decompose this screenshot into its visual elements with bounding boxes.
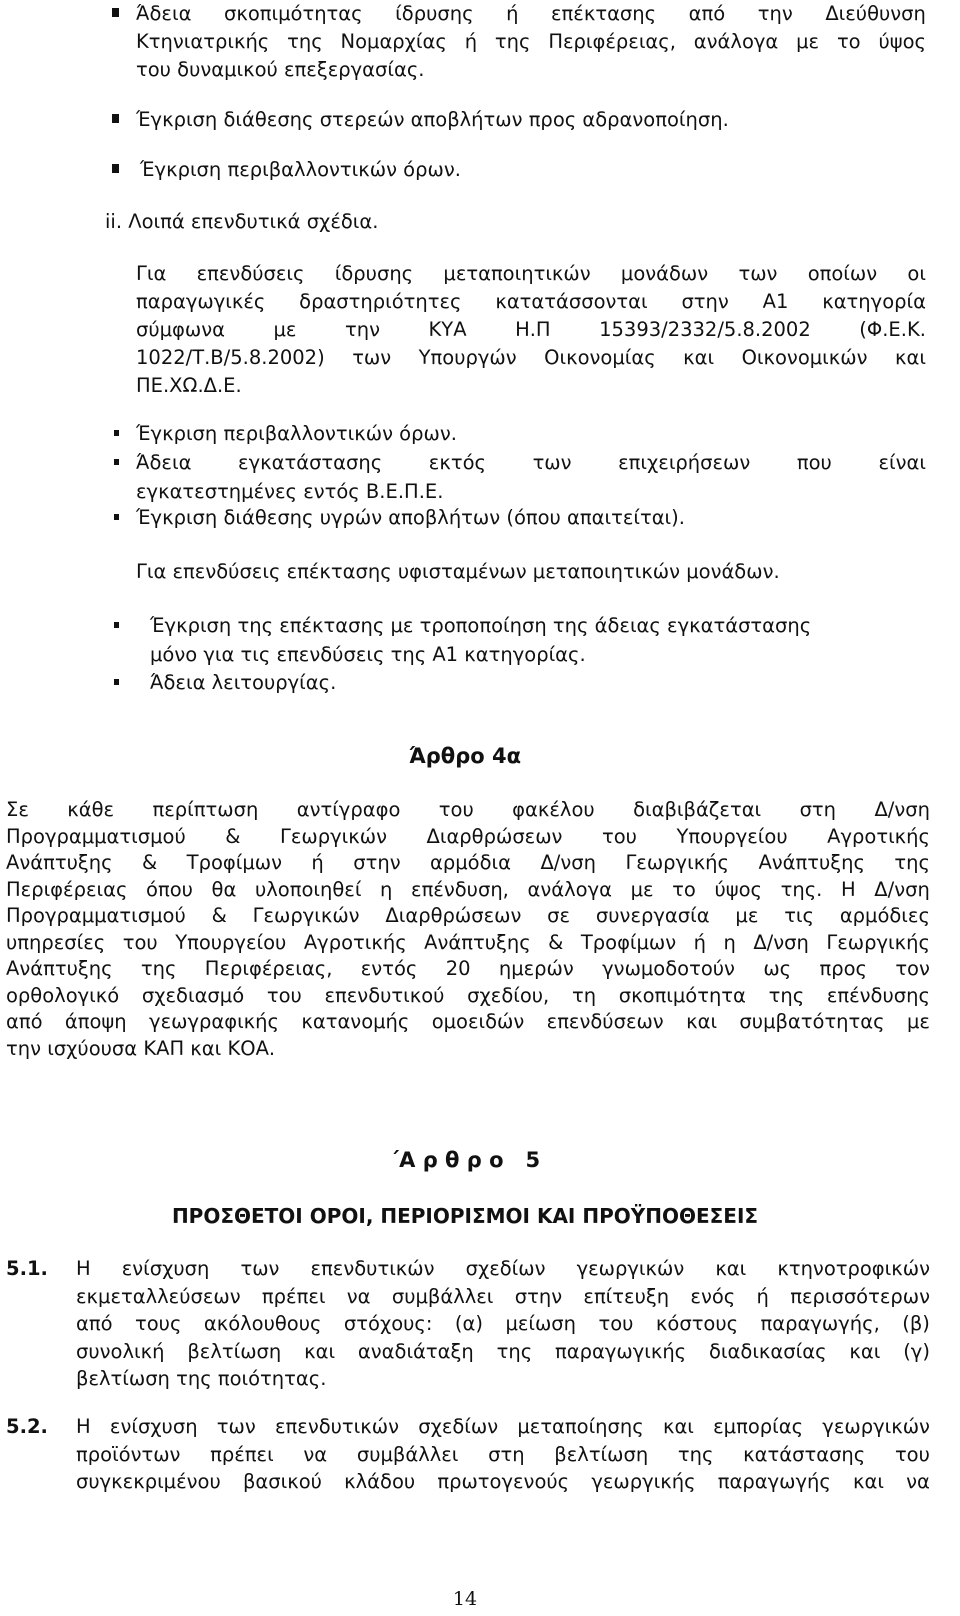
word: της xyxy=(287,30,323,53)
word: σχεδιασμό xyxy=(141,983,245,1007)
word: & xyxy=(211,904,227,927)
list-item xyxy=(136,453,926,502)
word: ως xyxy=(763,957,792,980)
word: είναι xyxy=(878,451,926,474)
word: ή xyxy=(464,30,478,53)
word: συνεργασία xyxy=(595,904,710,927)
word: ενός xyxy=(690,1284,736,1308)
word: βασικού xyxy=(242,1470,322,1493)
word: Άδεια xyxy=(136,451,192,474)
list-item: Έγκριση περιβαλλοντικών όρων. xyxy=(140,158,461,181)
word: εκτός xyxy=(428,451,486,474)
paragraph-a1 xyxy=(136,264,926,396)
list-item xyxy=(136,4,926,80)
word: ημερών xyxy=(498,957,574,980)
word: 1022/Τ.Β/5.8.2002) xyxy=(136,346,325,369)
word: με xyxy=(273,318,297,341)
word: των xyxy=(240,1257,280,1280)
word: μείωση xyxy=(505,1312,577,1335)
word: Δ/νση xyxy=(540,851,596,874)
text-line xyxy=(6,930,930,960)
word: της xyxy=(677,1442,714,1466)
word: Δ/νση xyxy=(874,877,930,901)
word: επιχειρήσεων xyxy=(618,451,751,474)
word: (Φ.Ε.Κ. xyxy=(859,318,926,341)
word: Οικονομικών xyxy=(741,346,868,369)
bullet-square-icon xyxy=(114,514,119,520)
text-line xyxy=(76,1339,930,1370)
word: πρέπει xyxy=(261,1284,326,1308)
justified-line xyxy=(136,32,926,60)
word: την xyxy=(344,318,380,341)
word: ή xyxy=(506,2,519,25)
word: Γεωργικών xyxy=(280,824,387,848)
word: ανάλογα xyxy=(527,877,612,901)
word: Γεωργικής xyxy=(826,930,930,954)
word: Περιφέρειας, xyxy=(204,957,333,980)
word: ύψος xyxy=(878,30,926,53)
word: αρμόδια xyxy=(430,851,511,874)
text-line xyxy=(6,877,930,907)
word: της xyxy=(768,983,805,1007)
word: γεωργικών xyxy=(576,1257,685,1280)
text-line xyxy=(136,292,926,320)
word: σχεδίου, xyxy=(467,983,550,1007)
word: του xyxy=(598,1312,634,1335)
word: μεταποίησης xyxy=(517,1415,644,1438)
word: και xyxy=(849,1339,881,1363)
article-5-title: ΄Α ρ θ ρ ο 5 xyxy=(389,1148,541,1172)
word: σκοπιμότητας xyxy=(224,2,363,25)
word: Διαρθρώσεων xyxy=(385,904,522,927)
word: τους xyxy=(134,1312,182,1335)
word: κατατάσσονται xyxy=(495,290,648,313)
word: επένδυση, xyxy=(411,877,509,901)
bullet-square-icon xyxy=(114,430,119,436)
text-line: του δυναμικού επεξεργασίας. xyxy=(136,58,425,81)
text-line xyxy=(6,824,930,854)
word: των xyxy=(216,1415,256,1438)
word: φακέλου xyxy=(512,798,595,821)
word: συγκεκριμένου xyxy=(76,1470,221,1493)
word: σε xyxy=(547,904,571,927)
word: ύψος xyxy=(714,877,762,901)
word: γνωμοδοτούν xyxy=(602,957,735,980)
word: παραγωγικές xyxy=(136,290,266,313)
text-line: μόνο για τις επενδύσεις της Α1 κατηγορίας. xyxy=(150,643,586,666)
list-item: Έγκριση περιβαλλοντικών όρων. xyxy=(136,422,457,445)
word: που xyxy=(796,451,832,474)
word: Η xyxy=(841,877,856,901)
word: παραγωγής, xyxy=(760,1312,880,1335)
word: η xyxy=(380,877,393,901)
word: συμβατότητας xyxy=(739,1010,885,1033)
word: από xyxy=(6,1010,43,1033)
word: (β) xyxy=(902,1312,930,1335)
item-number: 5.2. xyxy=(6,1415,48,1438)
word: Προγραμματισμού xyxy=(6,904,186,927)
word: Για xyxy=(136,262,167,285)
word: σκοπιμότητα xyxy=(618,983,746,1007)
word: προϊόντων xyxy=(76,1442,181,1466)
word: Ανάπτυξης xyxy=(6,851,113,874)
word: και xyxy=(683,346,715,369)
text-line xyxy=(6,1012,930,1039)
list-item: Άδεια λειτουργίας. xyxy=(150,671,337,694)
word: το xyxy=(836,30,861,53)
text-line xyxy=(76,1314,930,1342)
word: Περιφέρειας xyxy=(6,877,128,901)
word: Κτηνιατρικής xyxy=(136,30,270,53)
word: της xyxy=(496,1339,533,1363)
word: & xyxy=(141,851,158,874)
word: άποψη xyxy=(64,1010,127,1033)
article-4a-body xyxy=(6,800,930,1058)
word: να xyxy=(303,1442,328,1466)
bullet-square-icon xyxy=(112,164,119,173)
word: με xyxy=(735,904,759,927)
word: σχεδίων xyxy=(465,1257,546,1280)
list-item: Έγκριση διάθεσης υγρών αποβλήτων (όπου απαιτείται). xyxy=(136,506,685,529)
text-line: Έγκριση της επέκτασης με τροποποίηση της άδειας εγκατάστασης xyxy=(150,614,812,637)
paragraph-expansion: Για επενδύσεις επέκτασης υφισταμένων μεταποιητικών μονάδων. xyxy=(136,560,780,583)
word: (γ) xyxy=(903,1339,930,1363)
word: ενίσχυση xyxy=(109,1415,198,1438)
word: και xyxy=(662,1415,694,1438)
word: εμπορίας xyxy=(713,1415,804,1438)
word: ή xyxy=(756,1284,769,1308)
word: μονάδων xyxy=(620,262,709,285)
word: Οικονομίας xyxy=(544,346,656,369)
word: από xyxy=(76,1312,113,1335)
word: υλοποιηθεί xyxy=(254,877,362,901)
word: Ανάπτυξης xyxy=(424,930,531,954)
justified-line xyxy=(136,4,926,32)
word: στη xyxy=(799,798,837,821)
word: παραγωγικής xyxy=(555,1339,687,1363)
word: επενδυτικών xyxy=(310,1257,435,1280)
text-line xyxy=(6,906,930,933)
word: ενίσχυση xyxy=(121,1257,210,1280)
word: επενδύσεων xyxy=(546,1010,664,1033)
word: γεωργικών xyxy=(822,1415,930,1438)
word: περισσότερων xyxy=(790,1284,930,1308)
list-item: Έγκριση διάθεσης στερεών αποβλήτων προς αδρανοποίηση. xyxy=(136,108,729,131)
word: ακόλουθους xyxy=(203,1312,322,1335)
word: της. xyxy=(780,877,823,901)
word: 20 xyxy=(445,957,471,980)
word: από xyxy=(688,2,726,25)
word: στην xyxy=(353,851,401,874)
word: γεωργικής xyxy=(591,1470,696,1493)
text-line xyxy=(76,1442,930,1473)
word: αναδιάταξη xyxy=(357,1339,474,1363)
word: και xyxy=(894,346,926,369)
text-line xyxy=(6,959,930,986)
word: Αγροτικής xyxy=(827,824,930,848)
word: αρμόδιες xyxy=(839,904,930,927)
word: κατάστασης xyxy=(743,1442,866,1466)
word: Ανάπτυξης xyxy=(758,851,865,874)
article-5-subtitle: ΠΡΟΣΘΕΤΟΙ ΟΡΟΙ, ΠΕΡΙΟΡΙΣΜΟΙ ΚΑΙ ΠΡΟΫΠΟΘΕΣΕΙΣ xyxy=(171,1204,759,1228)
word: επίτευξη xyxy=(583,1284,670,1308)
word: κτηνοτροφικών xyxy=(777,1257,930,1280)
text-line: βελτίωση της ποιότητας. xyxy=(76,1367,327,1390)
text-line xyxy=(76,1472,930,1500)
word: Η.Π xyxy=(515,318,551,341)
word: οι xyxy=(907,262,926,285)
word: (α) xyxy=(454,1312,483,1335)
word: & xyxy=(225,824,241,848)
word: εκμεταλλεύσεων xyxy=(76,1284,241,1308)
word: γεωγραφικής xyxy=(149,1010,279,1033)
word: τον xyxy=(895,957,930,980)
text-line xyxy=(6,983,930,1013)
word: Υπουργείου xyxy=(676,824,788,848)
word: μεταποιητικών xyxy=(443,262,591,285)
word: προς xyxy=(819,957,867,980)
word: πρέπει xyxy=(210,1442,274,1466)
word: διαδικασίας xyxy=(709,1339,827,1363)
word: Υπουργών xyxy=(418,346,517,369)
word: κατηγορία xyxy=(822,290,926,313)
word: δραστηριότητες xyxy=(299,290,462,313)
word: συμβάλλει xyxy=(356,1442,459,1466)
subsection-heading: ii. Λοιπά επενδυτικά σχέδια. xyxy=(105,210,379,233)
word: συνολική xyxy=(76,1339,165,1363)
word: τις xyxy=(784,904,814,927)
word: επέκτασης xyxy=(551,2,657,25)
word: το xyxy=(672,877,696,901)
word: Άδεια xyxy=(136,2,192,25)
bullet-square-icon xyxy=(112,114,119,123)
word: στην xyxy=(514,1284,563,1308)
word: σύμφωνα xyxy=(136,318,225,341)
word: των xyxy=(352,346,392,369)
word: όπου xyxy=(146,877,193,901)
word: επένδυσης xyxy=(826,983,930,1007)
word: με xyxy=(796,30,820,53)
word: Περιφέρειας, xyxy=(548,30,676,53)
word: ή xyxy=(693,930,706,954)
word: συμβάλλει xyxy=(391,1284,494,1308)
word: κάθε xyxy=(67,798,115,821)
word: με xyxy=(906,1010,930,1033)
word: υπηρεσίες xyxy=(6,930,106,954)
word: τη xyxy=(571,983,597,1007)
word: του xyxy=(601,824,637,848)
word: του xyxy=(266,983,302,1007)
word: ορθολογικό xyxy=(6,983,120,1007)
word: και xyxy=(853,1470,884,1493)
bullet-square-icon xyxy=(114,679,119,685)
word: βελτίωση xyxy=(554,1442,649,1466)
word: Δ/νση xyxy=(753,930,809,954)
list-item xyxy=(150,616,930,665)
word: Δ/νση xyxy=(874,798,930,821)
word: θα xyxy=(211,877,237,901)
word: Ανάπτυξης xyxy=(6,957,113,980)
text-line xyxy=(76,1284,930,1315)
word: κλάδου xyxy=(344,1470,416,1493)
word: αντίγραφο xyxy=(296,798,401,821)
word: να xyxy=(906,1470,930,1493)
text-line: εγκατεστημένες εντός Β.Ε.Π.Ε. xyxy=(136,480,444,503)
word: ίδρυσης xyxy=(334,262,414,285)
word: βελτίωση xyxy=(187,1339,282,1363)
word: και xyxy=(715,1257,747,1280)
word: εντός xyxy=(360,957,418,980)
word: της xyxy=(494,30,531,53)
word: ίδρυσης xyxy=(395,2,474,25)
word: ΚΥΑ xyxy=(428,318,467,341)
word: Σε xyxy=(6,798,29,821)
text-line xyxy=(76,1259,930,1287)
word: Γεωργικής xyxy=(625,851,729,874)
word: του xyxy=(894,1442,930,1466)
word: Διαρθρώσεων xyxy=(426,824,563,848)
text-line xyxy=(136,453,926,482)
word: διαβιβάζεται xyxy=(633,798,762,821)
bullet-square-icon xyxy=(112,8,119,17)
word: και xyxy=(304,1339,336,1363)
word: Γεωργικών xyxy=(252,904,360,927)
text-line xyxy=(136,320,926,348)
text-line xyxy=(136,348,926,376)
word: & xyxy=(548,930,564,954)
word: την xyxy=(757,2,793,25)
word: σχεδίων xyxy=(418,1415,499,1438)
word: να xyxy=(346,1284,371,1308)
word: επενδύσεις xyxy=(196,262,305,285)
word: στη xyxy=(488,1442,525,1466)
text-line: ΠΕ.ΧΩ.Δ.Ε. xyxy=(136,374,242,397)
word: οποίων xyxy=(807,262,878,285)
word: Τροφίμων xyxy=(580,930,677,954)
word: ή xyxy=(311,851,324,874)
word: πρωτογενούς xyxy=(437,1470,570,1493)
word: κόστους xyxy=(655,1312,739,1335)
text-line xyxy=(76,1417,930,1445)
text-line xyxy=(6,800,930,827)
word: της xyxy=(894,851,930,874)
word: του xyxy=(122,930,158,954)
article-4a-title: Άρθρο 4α xyxy=(408,744,521,768)
word: Η xyxy=(76,1415,91,1438)
page-number: 14 xyxy=(452,1588,478,1610)
text-line xyxy=(6,853,930,880)
word: Αγροτικής xyxy=(303,930,407,954)
word: ομοειδών xyxy=(431,1010,525,1033)
word: Νομαρχίας xyxy=(340,30,447,53)
word: επενδυτικών xyxy=(275,1415,399,1438)
item-number: 5.1. xyxy=(6,1257,48,1280)
word: η xyxy=(723,930,736,954)
word: των xyxy=(738,262,778,285)
word: επενδυτικού xyxy=(324,983,445,1007)
word: 15393/2332/5.8.2002 xyxy=(599,318,811,341)
word: του xyxy=(438,798,474,821)
word: ανάλογα xyxy=(693,30,779,53)
word: κατανομής xyxy=(301,1010,410,1033)
bullet-square-icon xyxy=(114,622,119,628)
word: Η xyxy=(76,1257,91,1280)
word: περίπτωση xyxy=(152,798,259,821)
word: και xyxy=(686,1010,718,1033)
word: στόχους: xyxy=(343,1312,433,1335)
word: Προγραμματισμού xyxy=(6,824,186,848)
article-item xyxy=(76,1259,930,1389)
word: με xyxy=(630,877,654,901)
word: στην xyxy=(681,290,729,313)
word: παραγωγής xyxy=(717,1470,831,1493)
word: Α1 xyxy=(762,290,789,313)
word: Διεύθυνση xyxy=(825,2,926,25)
word: των xyxy=(532,451,572,474)
word: της xyxy=(140,957,177,980)
word: Τροφίμων xyxy=(186,851,282,874)
word: Υπουργείου xyxy=(175,930,287,954)
article-item xyxy=(76,1417,930,1500)
word: εγκατάστασης xyxy=(238,451,383,474)
bullet-square-icon xyxy=(114,459,119,465)
text-line xyxy=(136,264,926,292)
text-line: την ισχύουσα ΚΑΠ και ΚΟΑ. xyxy=(6,1036,276,1060)
